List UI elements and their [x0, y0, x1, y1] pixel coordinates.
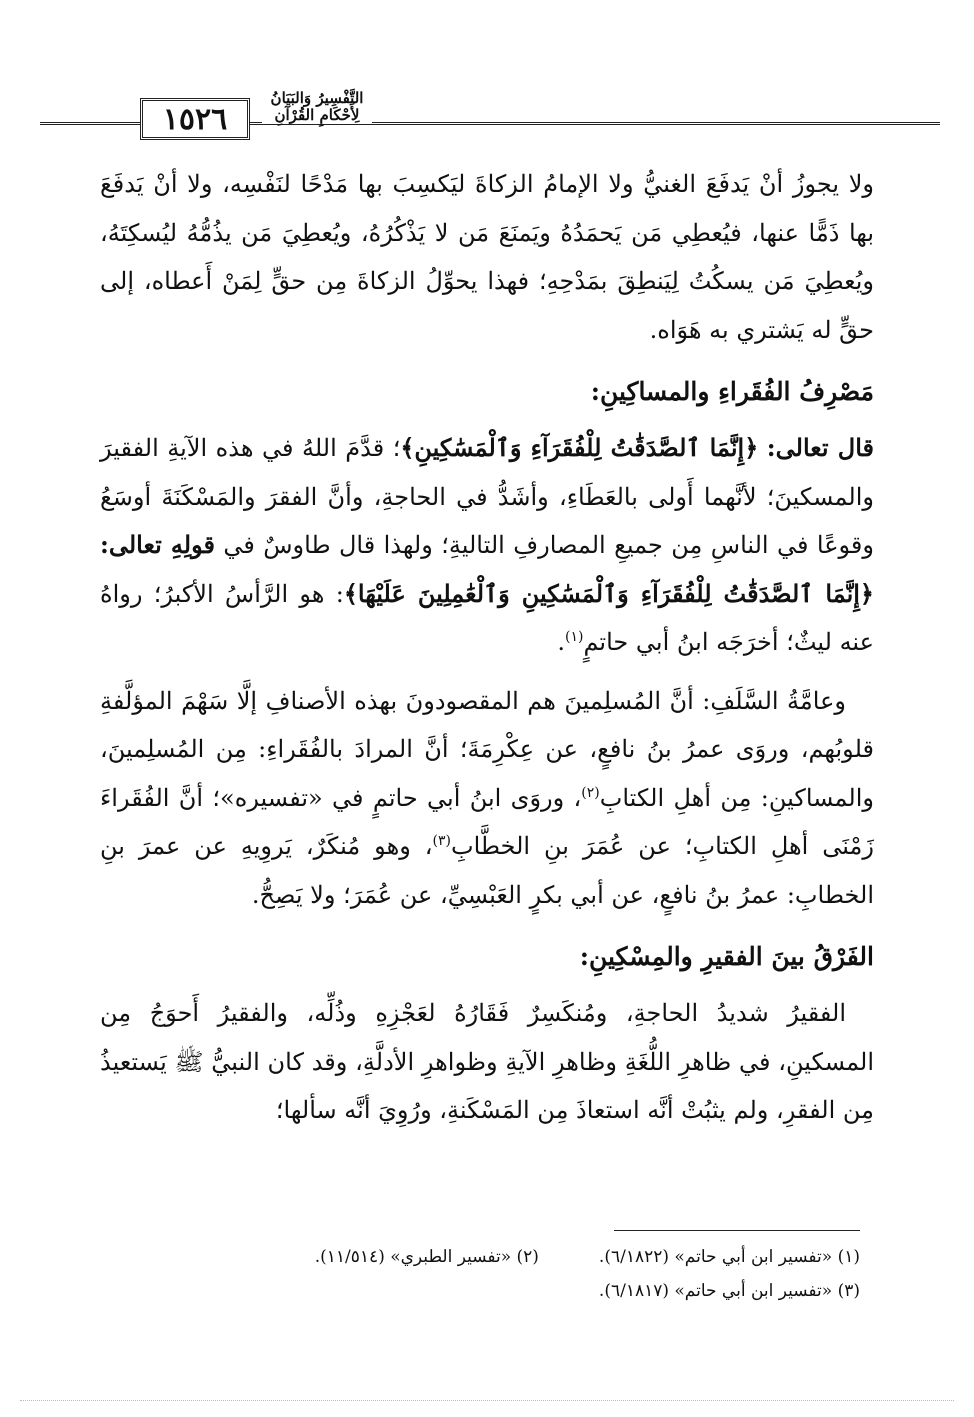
quran-verse: ﴿إِنَّمَا ٱلصَّدَقَٰتُ لِلْفُقَرَآءِ وَٱلْمَسَٰكِينِ﴾: [400, 433, 759, 462]
paragraph-3-a: وعامَّةُ السَّلَفِ: أنَّ المُسلِمينَ هم المقصودونَ بهذه الأصنافِ إلَّا سَهْمَ المؤلَّفةِ قلوبُهم، وروَى عمرُ بنُ نافعٍ، عن عِكْرِمَةَ؛ أنَّ المرادَ بالفُقَراءِ: مِن المُسلِمينَ، والمساكينِ: مِن أهلِ الكتابِ: [100, 686, 874, 812]
paragraph-2: قال تعالى: ﴿إِنَّمَا ٱلصَّدَقَٰتُ لِلْفُقَرَآءِ وَٱلْمَسَٰكِينِ﴾؛ قدَّمَ اللهُ في هذه الآيةِ الفقيرَ والمسكينَ؛ لأنَّهما أَولى بالعَطَاءِ، وأشَدُّ في الحاجةِ، وأنَّ الفقرَ والمَسْكَنَةَ أوسَعُ وقوعًا في الناسِ مِن جميعِ المصارفِ التاليةِ؛ ولهذا قال طاوسٌ في قولِهِ تعالى: ﴿إِنَّمَا ٱلصَّدَقَٰتُ لِلْفُقَرَآءِ وَٱلْمَسَٰكِينِ وَٱلْعَٰمِلِينَ عَلَيْهَا﴾: هو الرَّأسُ الأكبرُ؛ رواهُ عنه ليثٌ؛ أخرَجَه ابنُ أبي حاتمٍ$^{(١)}$.: [100, 433, 874, 656]
footnote-ref-3[interactable]: (٣): [432, 833, 451, 849]
footnote-row-1: [100, 1240, 860, 1274]
footnote-row-2: [100, 1274, 860, 1308]
footnote-divider: [614, 1230, 860, 1231]
quran-verse-2: ﴿إِنَّمَا ٱلصَّدَقَٰتُ لِلْفُقَرَآءِ وَٱلْمَسَٰكِينِ وَٱلْعَٰمِلِينَ عَلَيْهَا﴾: [343, 578, 874, 608]
paragraph-2-text: ؛ قدَّمَ اللهُ في هذه الآيةِ الفقيرَ والمسكينَ؛ لأنَّهما أَولى بالعَطَاءِ، وأشَدُّ في الحاجةِ، وأنَّ الفقرَ والمَسْكَنَةَ أوسَعُ وقوعًا في الناسِ مِن جميعِ المصارفِ التاليةِ؛ ولهذا قال طاوسٌ في: [100, 434, 874, 559]
lead-phrase: قال تعالى:: [766, 433, 874, 462]
footnote-ref-1[interactable]: (١): [564, 629, 584, 645]
page-number: ١٥٢٦: [140, 98, 250, 140]
heading-poor-and-needy: مَصْرِفُ الفُقَراءِ والمساكِينِ:: [590, 377, 874, 406]
paragraph-1: ولا يجوزُ أنْ يَدفَعَ الغنيُّ ولا الإمامُ الزكاةَ ليَكسِبَ بها مَدْحًا لنَفْسِه، ولا أنْ يَدفَعَ بها ذَمًّا عنها، فيُعطِي مَن يَحمَدُهُ ويَمنَعَ مَن لا يَذْكُرُهُ، ويُعطِيَ مَن يذُمُّهُ ليُسكِتَهُ، ويُعطِيَ مَن يسكُتُ لِيَنطِقَ بمَدْحِهِ؛ فهذا يحوِّلُ الزكاةَ مِن حقٍّ لِمَنْ أَعطاه، إلى حقٍّ له يَشتري به هَوَاه.: [100, 170, 874, 344]
footnotes: [100, 1240, 860, 1308]
lead-phrase-2: قولِهِ تعالى:: [100, 530, 215, 559]
paragraph-3: [100, 677, 874, 920]
main-text: [100, 160, 874, 1145]
paragraph-4: الفقيرُ شديدُ الحاجةِ، ومُنكَسِرٌ فَقَارُهُ لعَجْزِهِ وذُلِّه، والفقيرُ أَحوَجُ مِن المسكينِ، في ظاهرِ اللُّغَةِ وظاهرِ الآيةِ وظواهرِ الأدلَّةِ، وقد كان النبيُّ ﷺ يَستعيذُ مِن الفقرِ، ولم يثبُتْ أنَّه استعاذَ مِن المَسْكَنةِ، ورُوِيَ أنَّه سألها؛: [100, 999, 874, 1124]
footnote-2: (٢) «تفسير الطبري» (١١/٥١٤).: [314, 1247, 539, 1267]
footnote-1: (١) «تفسير ابن أبي حاتم» (٦/١٨٢٢).: [598, 1247, 860, 1267]
footnote-ref-2[interactable]: (٢): [581, 784, 600, 801]
paragraph-3-c: ، وهو مُنكَرٌ، يَروِيهِ عن عمرَ بنِ الخطابِ: عمرُ بنُ نافعٍ، عن أبي بكرٍ العَبْسِيِّ، عن عُمَرَ؛ ولا يَصِحُّ.: [100, 832, 874, 909]
footnote-3: (٣) «تفسير ابن أبي حاتم» (٦/١٨١٧).: [598, 1281, 860, 1301]
page-header: [40, 84, 940, 154]
paragraph-2-end: : هو الرَّأسُ الأكبرُ؛ رواهُ عنه ليثٌ؛ أخرَجَه ابنُ أبي حاتمٍ: [100, 579, 874, 656]
paragraph-3-b: ، وروَى ابنُ أبي حاتمٍ في «تفسيره»؛ أنَّ الفُقَراءَ زَمْنَى أهلِ الكتابِ؛ عن عُمَرَ بنِ الخطَّابِ: [100, 783, 874, 860]
heading-difference: الفَرْقُ بينَ الفقيرِ والمِسْكِينِ:: [579, 942, 874, 971]
book-title: التَّفْسِيرُ وَالبَيَانُ لِأَحْكَامِ القُرْآنِ: [262, 90, 372, 123]
bottom-border: [20, 1400, 954, 1401]
